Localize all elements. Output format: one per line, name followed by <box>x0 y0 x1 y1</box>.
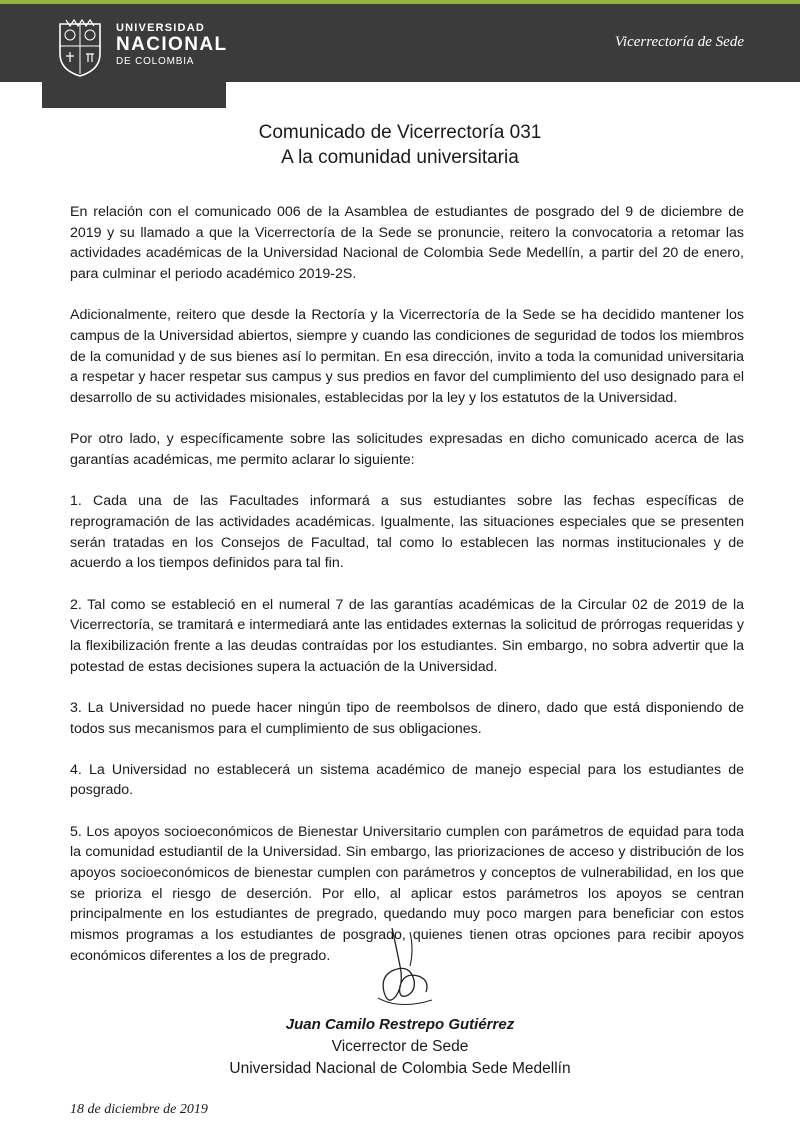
wordmark-line1: UNIVERSIDAD <box>116 22 205 34</box>
document-body <box>70 202 744 987</box>
signer-role: Vicerrector de Sede <box>331 1038 469 1055</box>
university-seal-icon <box>56 16 104 78</box>
document-date: 18 de diciembre de 2019 <box>70 1102 208 1117</box>
title-line1: Comunicado de Vicerrectoría 031 <box>258 122 542 143</box>
logo-accent-stripe <box>42 0 226 4</box>
paragraph: Por otro lado, y específicamente sobre las solicitudes expresadas en dicho comunicado acerca de las garantías académicas, me permito aclarar lo siguiente: <box>70 431 744 469</box>
list-item: 3. La Universidad no puede hacer ningún tipo de reembolsos de dinero, dado que está disponiendo de todos sus mecanismos para el cumplimiento de sus obligaciones. <box>70 699 744 737</box>
university-logo <box>42 0 226 108</box>
list-item: 1. Cada una de las Facultades informará a sus estudiantes sobre las fechas específicas de reprogramación de las actividades académicas. Igualmente, las situaciones especiales que se presenten serán tratadas en los Consejos de Facultad, tal como lo establecen las normas institucionales y de acuerdo a los tiempos definidos para tal fin. <box>70 493 744 572</box>
title-line2: A la comunidad universitaria <box>281 147 519 168</box>
list-item: 4. La Universidad no establecerá un sistema académico de manejo especial para los estudiantes de posgrado. <box>70 761 744 799</box>
paragraph: Adicionalmente, reitero que desde la Rectoría y la Vicerrectoría de la Sede se ha decidido mantener los campus de la Universidad abiertos, siempre y cuando las condiciones de seguridad de todos los miembros de la comunidad y de sus bienes así lo permitan. En esa dirección, invito a toda la comunidad universitaria a respetar y hacer respetar sus campus y sus predios en favor del cumplimiento del uso designado para el desarrollo de su actividades misionales, establecidas por la ley y los estatutos de la Universidad. <box>70 307 744 407</box>
paragraph: En relación con el comunicado 006 de la Asamblea de estudiantes de posgrado del 9 de diciembre de 2019 y su llamado a que la Vicerrectoría de la Sede se pronuncie, reitero la convocatoria a retomar las actividades académicas de la Universidad Nacional de Colombia Sede Medellín, a partir del 20 de enero, para culminar el periodo académico 2019-2S. <box>70 204 744 283</box>
department-name: Vicerrectoría de Sede <box>614 34 744 50</box>
handwritten-signature <box>370 926 440 1014</box>
list-item: 2. Tal como se estableció en el numeral 7 de las garantías académicas de la Circular 02 de 2019 de la Vicerrectoría, se tramitará e intermediará ante las entidades externas la solicitud de prórrogas requeridas y la flexibilización frente a las deudas contraídas por los estudiantes. Sin embargo, no sobra advertir que la potestad de estas decisiones supera la actuación de la Universidad. <box>70 596 744 675</box>
signer-name: Juan Camilo Restrepo Gutiérrez <box>285 1016 515 1033</box>
university-wordmark <box>116 22 227 68</box>
wordmark-line3: DE COLOMBIA <box>116 56 195 67</box>
document-title <box>0 120 800 170</box>
wordmark-line2: NACIONAL <box>116 34 228 55</box>
list-item: 5. Los apoyos socioeconómicos de Bienestar Universitario cumplen con parámetros de equidad para toda la comunidad estudiantil de la Universidad. Sin embargo, las priorizaciones de acceso y distribución de los apoyos socioeconómicos de bienestar cumplen con parámetros y conceptos de vulnerabilidad, en los que se prioriza el riesgo de deserción. Por ello, al aplicar estos parámetros los apoyos se centran principalmente en los estudiantes de pregrado, quedando muy poco margen para beneficiar con estos mismos programas a los estudiantes de posgrado, quienes tienen otras opciones para recibir apoyos económicos diferentes a los de pregrado. <box>70 823 744 964</box>
signer-organization: Universidad Nacional de Colombia Sede Medellín <box>229 1060 571 1077</box>
